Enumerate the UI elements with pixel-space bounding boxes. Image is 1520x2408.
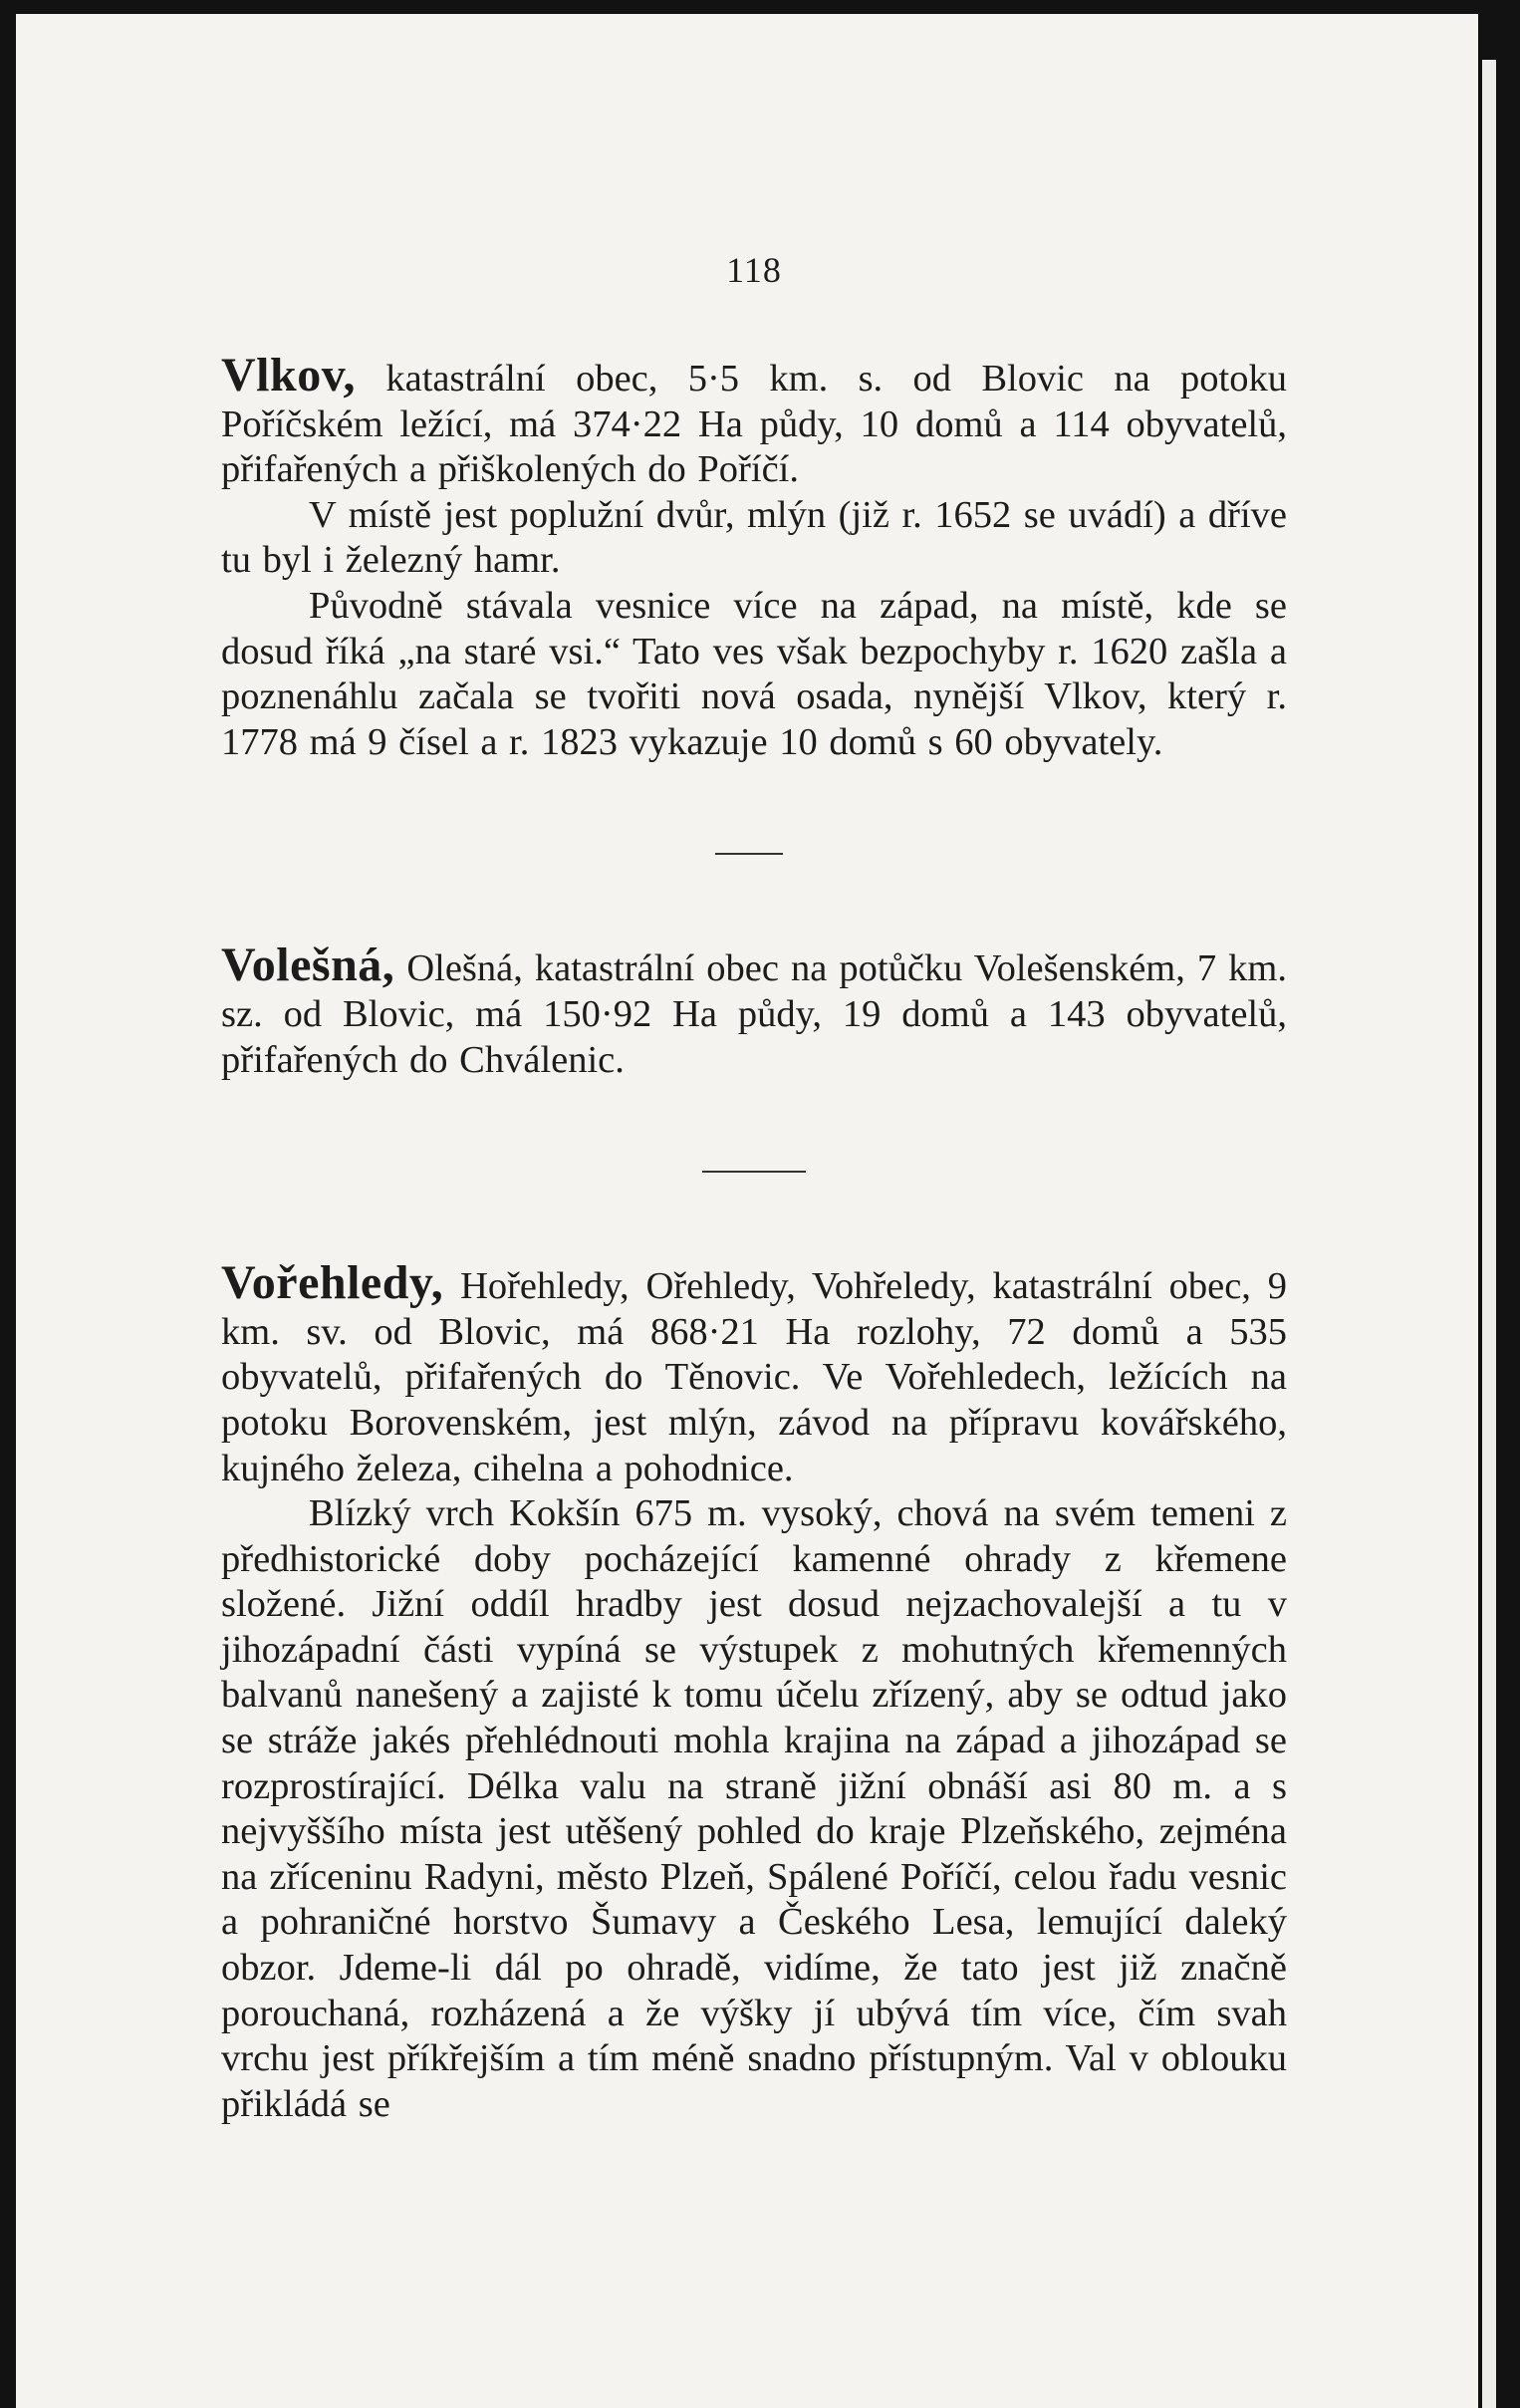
scan-border-left xyxy=(0,0,16,2408)
facing-page-edge xyxy=(1482,60,1496,2408)
entry-volesna xyxy=(221,938,1288,1083)
entry-paragraph xyxy=(221,938,1288,1083)
entry-text: Olešná, katastrální obec na potůčku Volešenském, 7 km. sz. od Blovic, má 150·92 Ha půdy, 19 domů a 143 obyvatelů, přifařených do Chválenic. xyxy=(221,947,1288,1081)
page-number: 118 xyxy=(726,250,782,290)
entry-heading: Vlkov, xyxy=(221,349,357,401)
entry-paragraph: Původně stávala vesnice více na západ, na místě, kde se dosud říká „na staré vsi.“ Tato ves však bezpochyby r. 1620 zašla a poznenáhlu začala se tvořiti nová osada, nynější Vlkov, který r. 1778 má 9 čísel a r. 1823 vykazuje 10 domů s 60 obyvately. xyxy=(221,584,1287,763)
section-divider xyxy=(702,1171,806,1173)
scan-border-top xyxy=(0,0,1520,14)
entry-vlkov xyxy=(221,349,1287,765)
entry-heading: Vořehledy, xyxy=(221,1256,444,1310)
entry-text: Hořehledy, Ořehledy, Vohřeledy, katastrální obec, 9 km. sv. od Blovic, má 868·21 Ha rozlohy, 72 domů a 535 obyvatelů, přifařených do Těnovic. Ve Vořehledech, ležících na potoku Borovenském, jest mlýn, závod na přípravu kovářského, kujného železa, cihelna a pohodnice. xyxy=(221,1265,1287,1489)
entry-paragraph xyxy=(221,349,1287,493)
section-divider xyxy=(715,853,783,855)
entry-heading: Volešná, xyxy=(221,938,395,992)
entry-paragraph: V místě jest poplužní dvůr, mlýn (již r. 1652 se uvádí) a dříve tu byl i železný hamr. xyxy=(221,493,1287,582)
entry-vorehledy xyxy=(221,1256,1287,2127)
page-content xyxy=(221,249,1287,2127)
entry-text: katastrální obec, 5·5 km. s. od Blovic na potoku Poříčském ležící, má 374·22 Ha půdy, 10 domů a 114 obyvatelů, přifařených a přiškolených do Poříčí. xyxy=(221,358,1287,491)
entry-paragraph xyxy=(221,1256,1287,1491)
entry-paragraph: Blízký vrch Kokšín 675 m. vysoký, chová na svém temeni z předhistorické doby pocházející kamenné ohrady z křemene složené. Jižní oddíl hradby jest dosud nejzachovalejší a tu v jihozápadní části vypíná se výstupek z mohutných křemenných balvanů nanešený a zajisté k tomu účelu zřízený, aby se odtud jako se stráže jakés přehlédnouti mohla krajina na západ a jihozápad se rozprostírající. Délka valu na straně jižní obnáší asi 80 m. a s nejvyššího místa jest utěšený pohled do kraje Plzeňského, zejména na zříceninu Radyni, město Plzeň, Spálené Poříčí, celou řadu vesnic a pohraničné horstvo Šumavy a Českého Lesa, lemující daleký obzor. Jdeme-li dál po ohradě, vidíme, že tato jest již značně porouchaná, rozházená a že výšky jí ubývá tím více, čím svah vrchu jest příkřejším a tím méně snadno přístupným. Val v oblouku přikládá se xyxy=(221,1492,1287,2125)
